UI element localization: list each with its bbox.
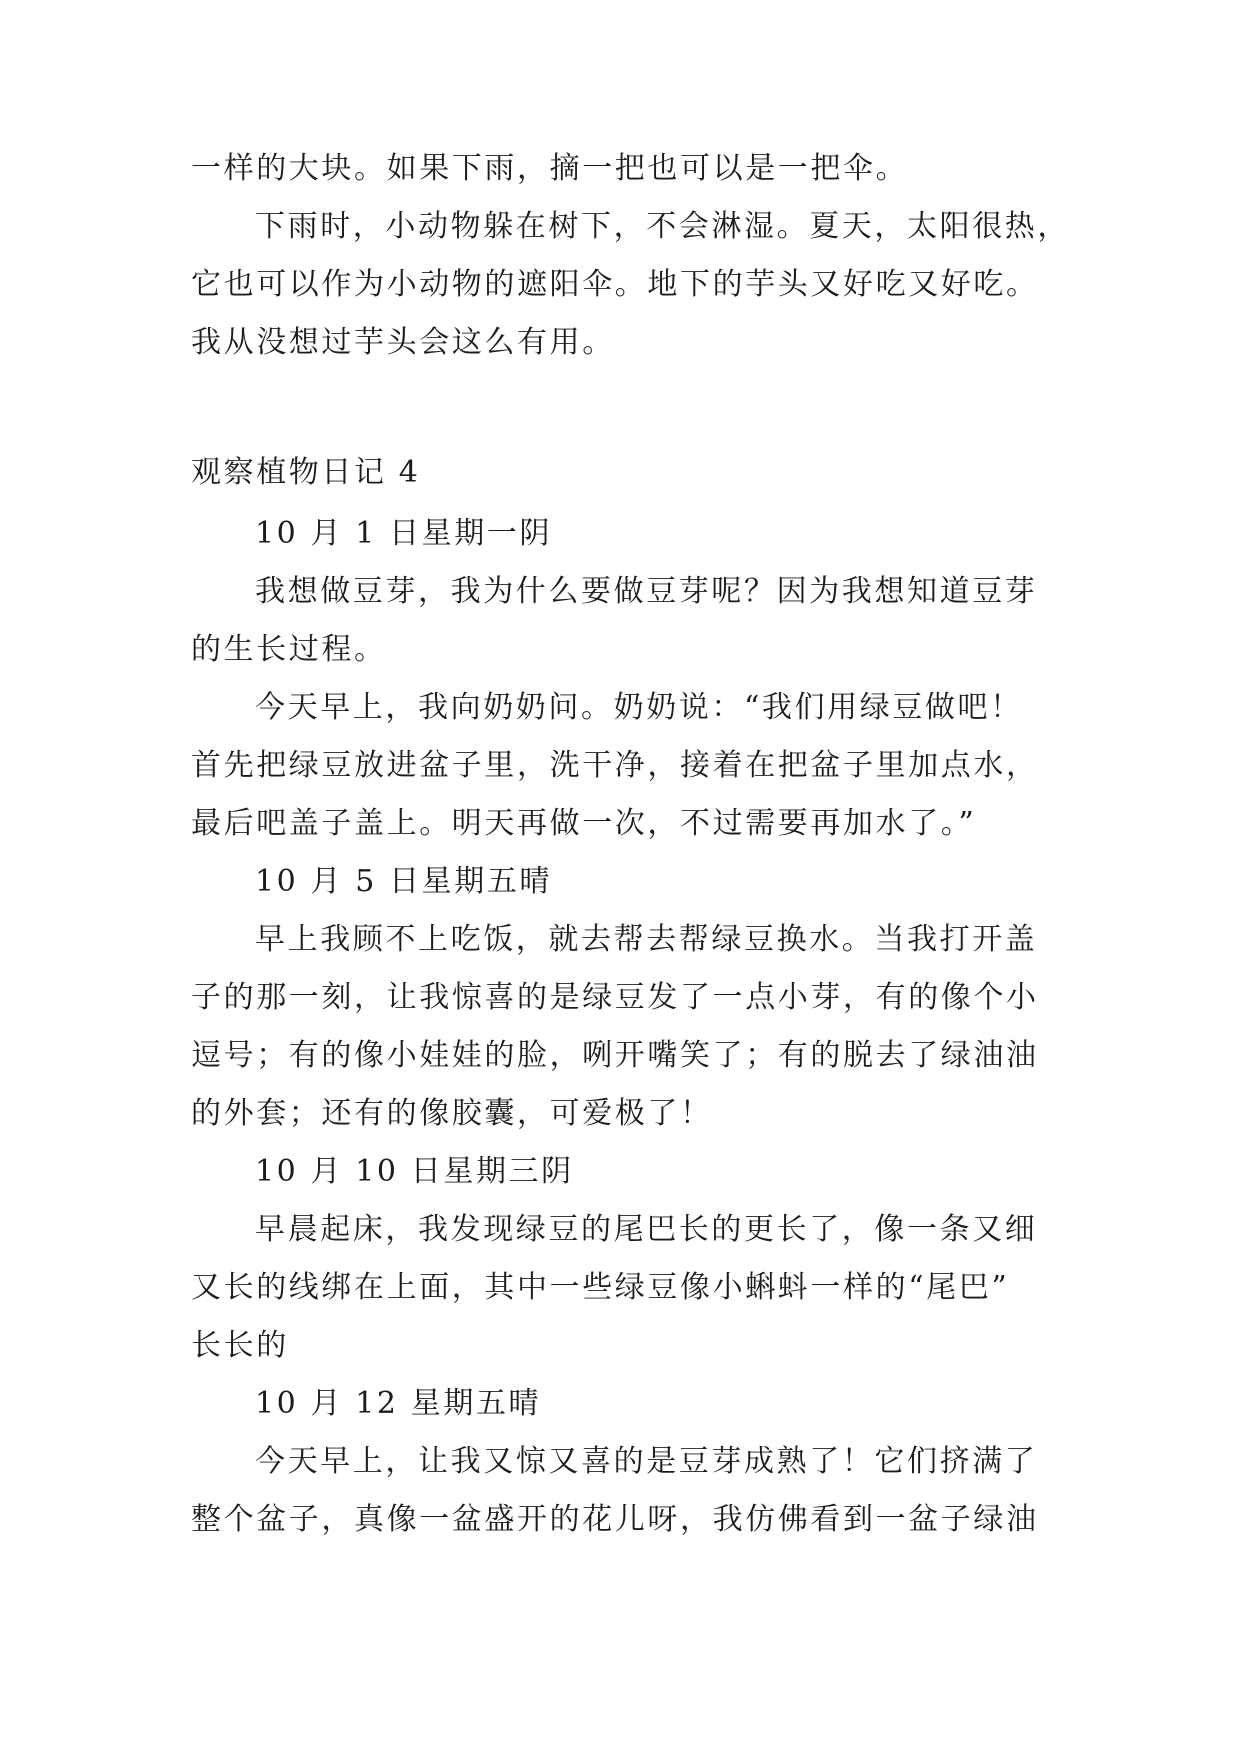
paragraph-line: 我从没想过芋头会这么有用。 (191, 325, 615, 360)
paragraph-line: 下雨时，小动物躲在树下，不会淋湿。夏天，太阳很热， (255, 209, 1070, 244)
diary-date: 10 月 5 日星期五晴 (255, 864, 553, 899)
paragraph-line: 首先把绿豆放进盆子里，洗干净，接着在把盆子里加点水， (191, 748, 1039, 783)
paragraph-line: 早上我顾不上吃饭，就去帮去帮绿豆换水。当我打开盖 (255, 922, 1038, 957)
paragraph-line: 逗号；有的像小娃娃的脸，咧开嘴笑了；有的脱去了绿油油 (191, 1038, 1039, 1073)
section-heading: 观察植物日记 4 (191, 455, 421, 490)
diary-date: 10 月 1 日星期一阴 (255, 516, 553, 551)
paragraph-line: 一样的大块。如果下雨，摘一把也可以是一把伞。 (191, 151, 909, 186)
paragraph-line: 的外套；还有的像胶囊，可爱极了！ (191, 1096, 713, 1131)
diary-date: 10 月 12 星期五晴 (255, 1386, 542, 1421)
paragraph-line: 子的那一刻，让我惊喜的是绿豆发了一点小芽，有的像个小 (191, 980, 1039, 1015)
paragraph-line: 整个盆子，真像一盆盛开的花儿呀，我仿佛看到一盆子绿油 (191, 1502, 1039, 1537)
paragraph-line: 今天早上，我向奶奶问。奶奶说：“我们用绿豆做吧！ (255, 690, 1023, 725)
paragraph-line: 的生长过程。 (191, 632, 387, 667)
paragraph-line: 又长的线绑在上面，其中一些绿豆像小蝌蚪一样的“尾巴” (191, 1270, 1010, 1305)
paragraph-line: 它也可以作为小动物的遮阳伞。地下的芋头又好吃又好吃。 (191, 267, 1039, 302)
paragraph-line: 最后吧盖子盖上。明天再做一次，不过需要再加水了。” (191, 806, 977, 841)
paragraph-line: 今天早上，让我又惊又喜的是豆芽成熟了！它们挤满了 (255, 1444, 1038, 1479)
paragraph-line: 我想做豆芽，我为什么要做豆芽呢？因为我想知道豆芽 (255, 574, 1038, 609)
paragraph-line: 长长的 (191, 1328, 289, 1363)
paragraph-line: 早晨起床，我发现绿豆的尾巴长的更长了，像一条又细 (255, 1212, 1038, 1247)
diary-date: 10 月 10 日星期三阴 (255, 1154, 574, 1189)
